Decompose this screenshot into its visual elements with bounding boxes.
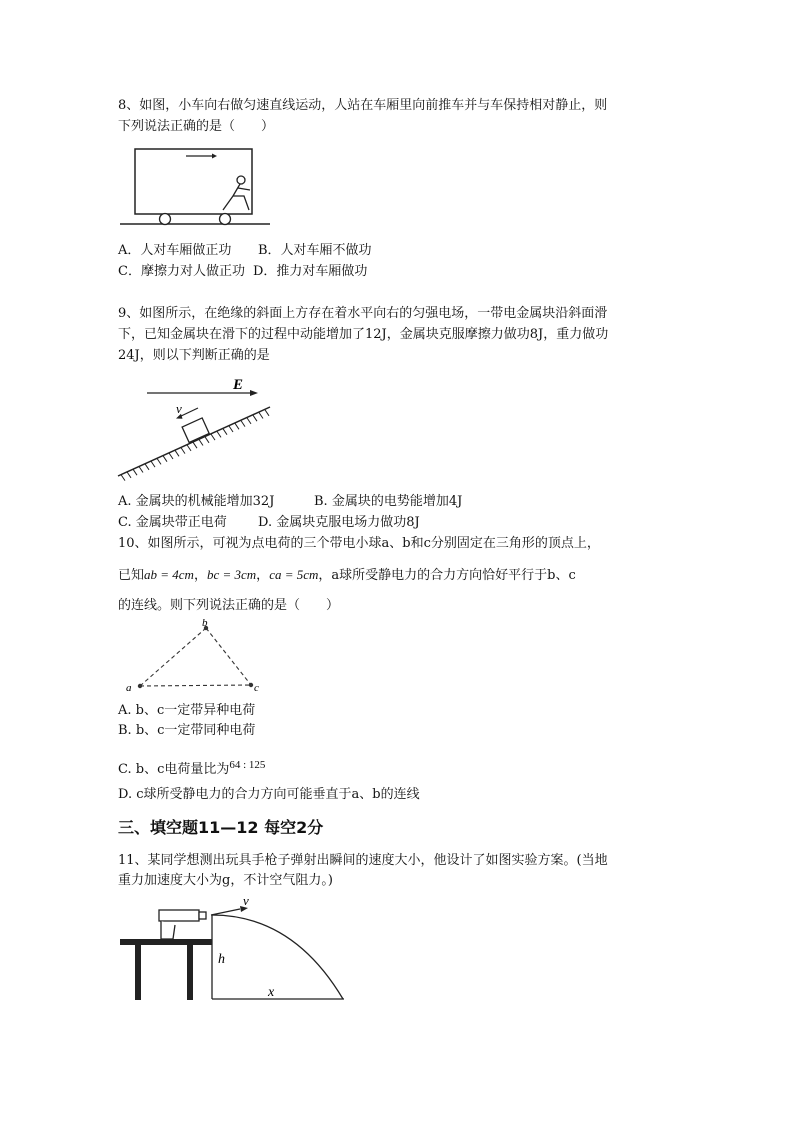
q10-option-c-ratio: 64 : 125 [229,759,266,771]
q8-option-d: D．推力对车厢做功 [253,264,368,279]
q11-projectile-figure [115,895,350,1005]
table-leg-left [135,945,141,1000]
q10-option-a: A. b、c一定带异种电荷 [118,703,256,718]
q9-stem-line1: 9、如图所示，在绝缘的斜面上方存在着水平向右的匀强电场，一带电金属块沿斜面滑 [118,306,608,321]
q10-option-b: B. b、c一定带同种电荷 [118,723,256,738]
field-label-e: E [233,377,244,393]
height-label: h [218,952,225,967]
section-title: 三、填空题11—12 每空2分 [118,818,324,837]
label-c: c [254,682,259,694]
q8-option-a: A．人对车厢做正功 [118,243,232,258]
q10-triangle-figure [120,618,270,696]
q10-bc-length: bc = 3cm [206,567,257,582]
cart-wheel-right [220,214,231,225]
q9-stem-line3: 24J，则以下判断正确的是 [118,348,270,363]
q10-stem-line1: 10、如图所示，可视为点电荷的三个带电小球a、b和c分别固定在三角形的顶点上， [118,536,600,551]
side-bc [206,628,251,685]
q8-stem-line1: 8、如图，小车向右做匀速直线运动，人站在车厢里向前推车并与车保持相对静止，则 [118,98,608,113]
cart-wheel-left [160,214,171,225]
q8-stem-line2: 下列说法正确的是（ ） [118,119,275,134]
q11-stem-line1: 11、某同学想测出玩具手枪子弹射出瞬间的速度大小，他设计了如图实验方案。(当地 [118,853,608,868]
q9-option-c: C. 金属块带正电荷 [118,515,227,530]
q10-option-d: D. c球所受静电力的合力方向可能垂直于a、b的连线 [118,787,420,802]
q9-option-b: B. 金属块的电势能增加4J [314,494,463,509]
incline-surface [118,407,270,476]
q10-known-suffix: ，a球所受静电力的合力方向恰好平行于b、c [318,568,576,583]
q10-stem-line2 [118,566,576,585]
block-velocity-arrow [179,408,198,417]
q10-ca-length: ca = 5cm [269,567,319,582]
toy-gun [159,910,206,939]
distance-label: x [268,985,275,1000]
q10-known-prefix: 已知 [118,568,145,583]
field-arrow-head [250,390,258,396]
q8-option-b: B．人对车厢不做功 [258,243,372,258]
q10-comma-1: ， [193,568,207,583]
table-top [120,939,212,945]
velocity-arrow-head [212,154,217,159]
q8-cart-figure [120,140,270,230]
label-b: b [202,618,208,629]
q10-option-c-text: C. b、c电荷量比为 [118,762,230,777]
q10-option-c [118,756,265,779]
q9-option-d: D. 金属块克服电场力做功8J [258,515,420,530]
bullet-velocity-label: v [243,895,249,908]
side-ab [140,628,206,686]
person-figure [223,176,250,210]
q9-option-a: A. 金属块的机械能增加32J [118,494,275,509]
block-velocity-label: v [176,401,182,416]
label-a: a [126,682,132,694]
q9-incline-figure [115,370,280,490]
q8-option-c: C．摩擦力对人做正功 [118,264,245,279]
cart-body [135,149,252,214]
q10-ab-length: ab = 4cm [144,567,194,582]
side-ca [140,685,251,686]
incline-hatching [121,410,269,481]
bullet-velocity-arrow [211,909,240,915]
trajectory-curve [212,915,343,999]
q10-comma-2: ， [256,568,270,583]
table-leg-right [187,945,193,1000]
q9-stem-line2: 下，已知金属块在滑下的过程中动能增加了12J，金属块克服摩擦力做功8J，重力做功 [118,327,609,342]
metal-block [182,418,209,443]
q10-stem-line3: 的连线。则下列说法正确的是（ ） [118,598,340,613]
q11-stem-line2: 重力加速度大小为g，不计空气阻力。) [118,873,333,888]
